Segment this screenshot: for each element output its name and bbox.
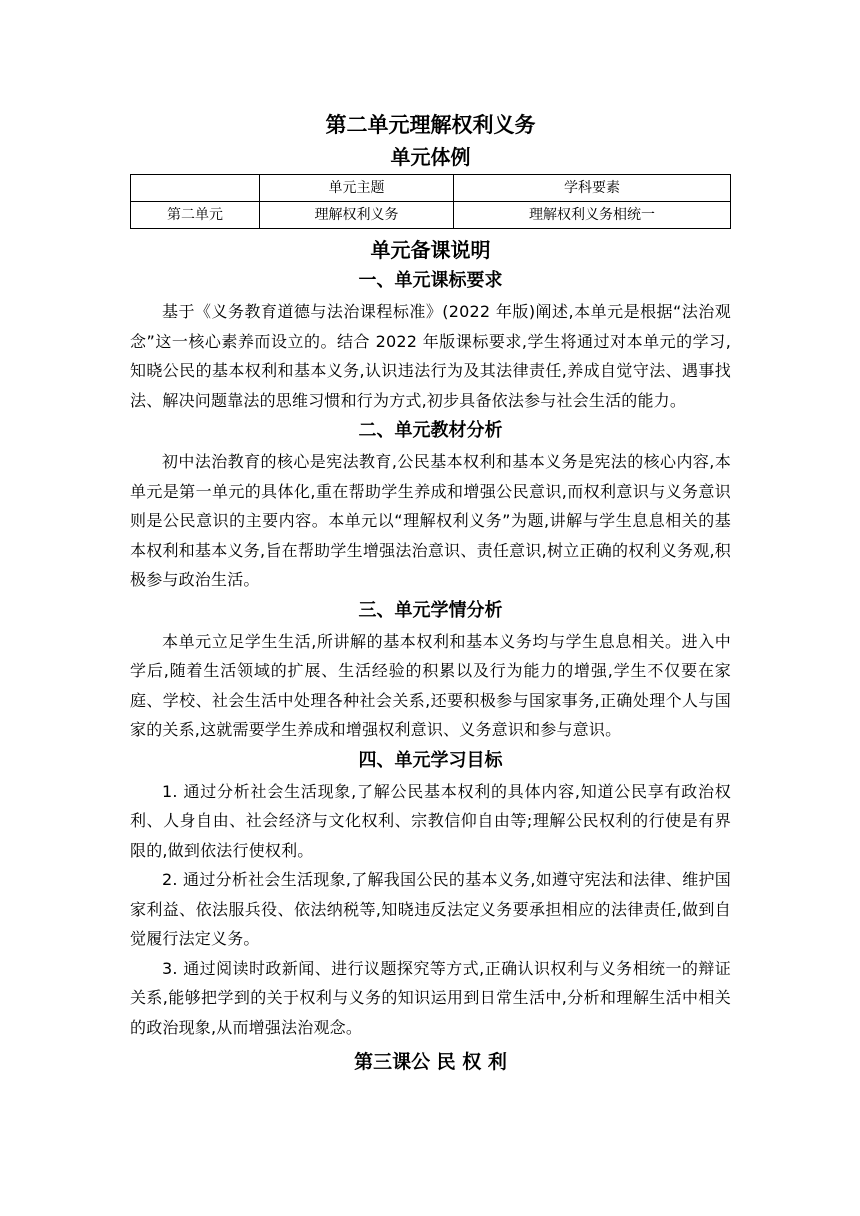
table-header-cell: 学科要素	[454, 175, 731, 202]
section-learners	[130, 595, 731, 745]
unit-format-table	[130, 174, 731, 229]
table-cell: 理解权利义务	[260, 202, 454, 229]
section-paragraph: 本单元立足学生生活,所讲解的基本权利和基本义务均与学生息息相关。进入中学后,随着生活领域的扩展、生活经验的积累以及行为能力的增强,学生不仅要在家庭、学校、社会生活中处理各种社会关系,还要积极参与国家事务,正确处理个人与国家的关系,这就需要学生养成和增强权利意识、义务意识和参与意识。	[130, 631, 731, 739]
section-objectives	[130, 745, 731, 1043]
unit-format-title: 单元体例	[390, 145, 471, 169]
table-header-cell	[131, 175, 260, 202]
document-body	[130, 108, 731, 1078]
lesson-title: 第三课公 民 权 利	[354, 1051, 507, 1073]
section-paragraph: 初中法治教育的核心是宪法教育,公民基本权利和基本义务是宪法的核心内容,本单元是第一单元的具体化,重在帮助学生养成和增强公民意识,而权利意识与义务意识则是公民意识的主要内容。本单元以“理解权利义务”为题,讲解与学生息息相关的基本权利和基本义务,旨在帮助学生增强法治意识、责任意识,树立正确的权利义务观,积极参与政治生活。	[130, 452, 731, 589]
section-heading: 一、单元课标要求	[358, 270, 503, 291]
section-curriculum	[130, 265, 731, 415]
section-heading: 三、单元学情分析	[358, 599, 503, 621]
section-paragraph: 基于《义务教育道德与法治课程标准》(2022 年版)阐述,本单元是根据“法治观念”这一核心素养而设立的。结合 2022 年版课标要求,学生将通过对本单元的学习,知晓公民的基本权利和基本义务,认识违法行为及其法律责任,养成自觉守法、遇事找法、解决问题靠法的思维习惯和行为方式,初步具备依法参与社会生活的能力。	[130, 302, 731, 410]
table-cell: 第二单元	[131, 202, 260, 229]
table-header-cell: 单元主题	[260, 175, 454, 202]
table-cell: 理解权利义务相统一	[454, 202, 731, 229]
objective-item: 3. 通过阅读时政新闻、进行议题探究等方式,正确认识权利与义务相统一的辩证关系,能够把学到的关于权利与义务的知识运用到日常生活中,分析和理解生活中相关的政治现象,从而增强法治观念。	[130, 958, 731, 1037]
objective-item: 1. 通过分析社会生活现象,了解公民基本权利的具体内容,知道公民享有政治权利、人身自由、社会经济与文化权利、宗教信仰自由等;理解公民权利的行使是有界限的,做到依法行使权利。	[130, 781, 731, 860]
section-heading: 四、单元学习目标	[358, 749, 503, 771]
unit-title: 第二单元理解权利义务	[325, 113, 536, 137]
section-heading: 二、单元教材分析	[358, 420, 503, 441]
objective-item: 2. 通过分析社会生活现象,了解我国公民的基本义务,如遵守宪法和法律、维护国家利益、依法服兵役、依法纳税等,知晓违反法定义务要承担相应的法律责任,做到自觉履行法定义务。	[130, 870, 731, 948]
table-header-row	[131, 175, 731, 202]
section-textbook	[130, 415, 731, 595]
prep-notes-title: 单元备课说明	[370, 238, 491, 262]
table-row	[131, 202, 731, 229]
